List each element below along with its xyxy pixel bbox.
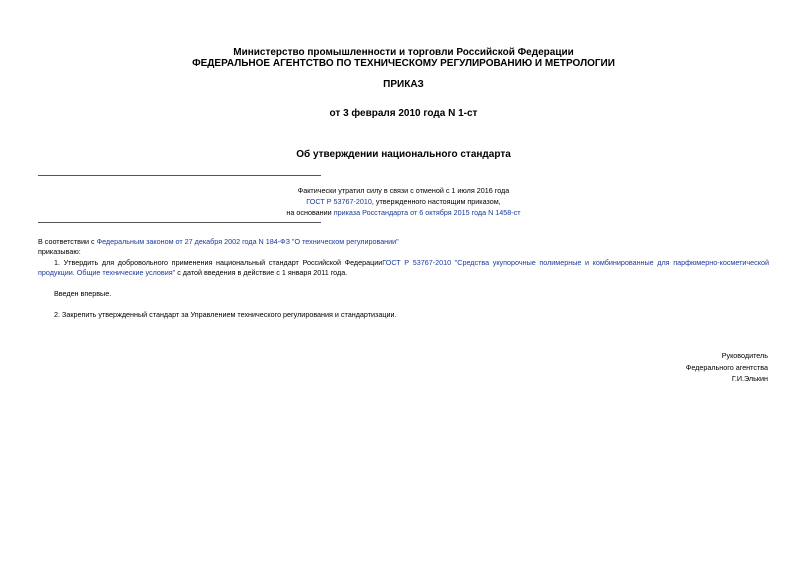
gost-standard-link[interactable]: ГОСТ Р 53767-2010 "Средства укупорочные полимерные и комбинированные для парфюмерно-косметической — [382, 258, 769, 267]
bottom-divider — [38, 222, 321, 223]
signature-block — [686, 350, 768, 385]
intro-paragraph: В соответствии с Федеральным законом от 27 декабря 2002 года N 184-ФЗ "О техническом регулировании" — [38, 237, 399, 246]
gost-standard-link-cont[interactable]: продукции. Общие технические условия" — [38, 268, 176, 277]
ministry-name: Министерство промышленности и торговли Российской Федерации — [233, 47, 574, 58]
item1-line2: продукции. Общие технические условия" с датой введения в действие с 1 января 2011 года. — [38, 268, 348, 277]
status-note-line2: ГОСТ Р 53767-2010, утвержденного настоящим приказом, — [306, 197, 501, 206]
order-date-number: от 3 февраля 2010 года N 1-ст — [329, 108, 478, 119]
first-introduced-note: Введен впервые. — [54, 289, 112, 298]
gost-link[interactable]: ГОСТ Р 53767-2010 — [306, 197, 372, 206]
item1-line1: 1. Утвердить для добровольного применения национальный стандарт Российской ФедерацииГОСТ Р 53767-2010 "Средства укупорочные полимерные и комбинированные для парфюмерно-косметической — [54, 258, 769, 267]
signer-position-2: Федерального агентства — [685, 362, 768, 372]
document-type: ПРИКАЗ — [383, 79, 424, 90]
signer-position-1: Руководитель — [721, 351, 768, 360]
federal-law-link[interactable]: Федеральным законом от 27 декабря 2002 года N 184-ФЗ "О техническом регулировании" — [96, 237, 399, 246]
item2-paragraph: 2. Закрепить утвержденный стандарт за Управлением технического регулирования и стандартизации. — [54, 310, 397, 319]
top-divider — [38, 175, 321, 176]
order-word: приказываю: — [38, 247, 81, 256]
status-note-line1: Фактически утратил силу в связи с отменой с 1 июля 2016 года — [297, 186, 510, 195]
status-note-line3: на основании приказа Росстандарта от 6 октября 2015 года N 1458-ст — [286, 208, 521, 217]
order-subject: Об утверждении национального стандарта — [296, 149, 511, 160]
signer-name: Г.И.Элькин — [731, 374, 768, 383]
rosstandart-order-link[interactable]: приказа Росстандарта от 6 октября 2015 года N 1458-ст — [333, 208, 521, 217]
agency-name: ФЕДЕРАЛЬНОЕ АГЕНТСТВО ПО ТЕХНИЧЕСКОМУ РЕГУЛИРОВАНИЮ И МЕТРОЛОГИИ — [192, 58, 615, 69]
